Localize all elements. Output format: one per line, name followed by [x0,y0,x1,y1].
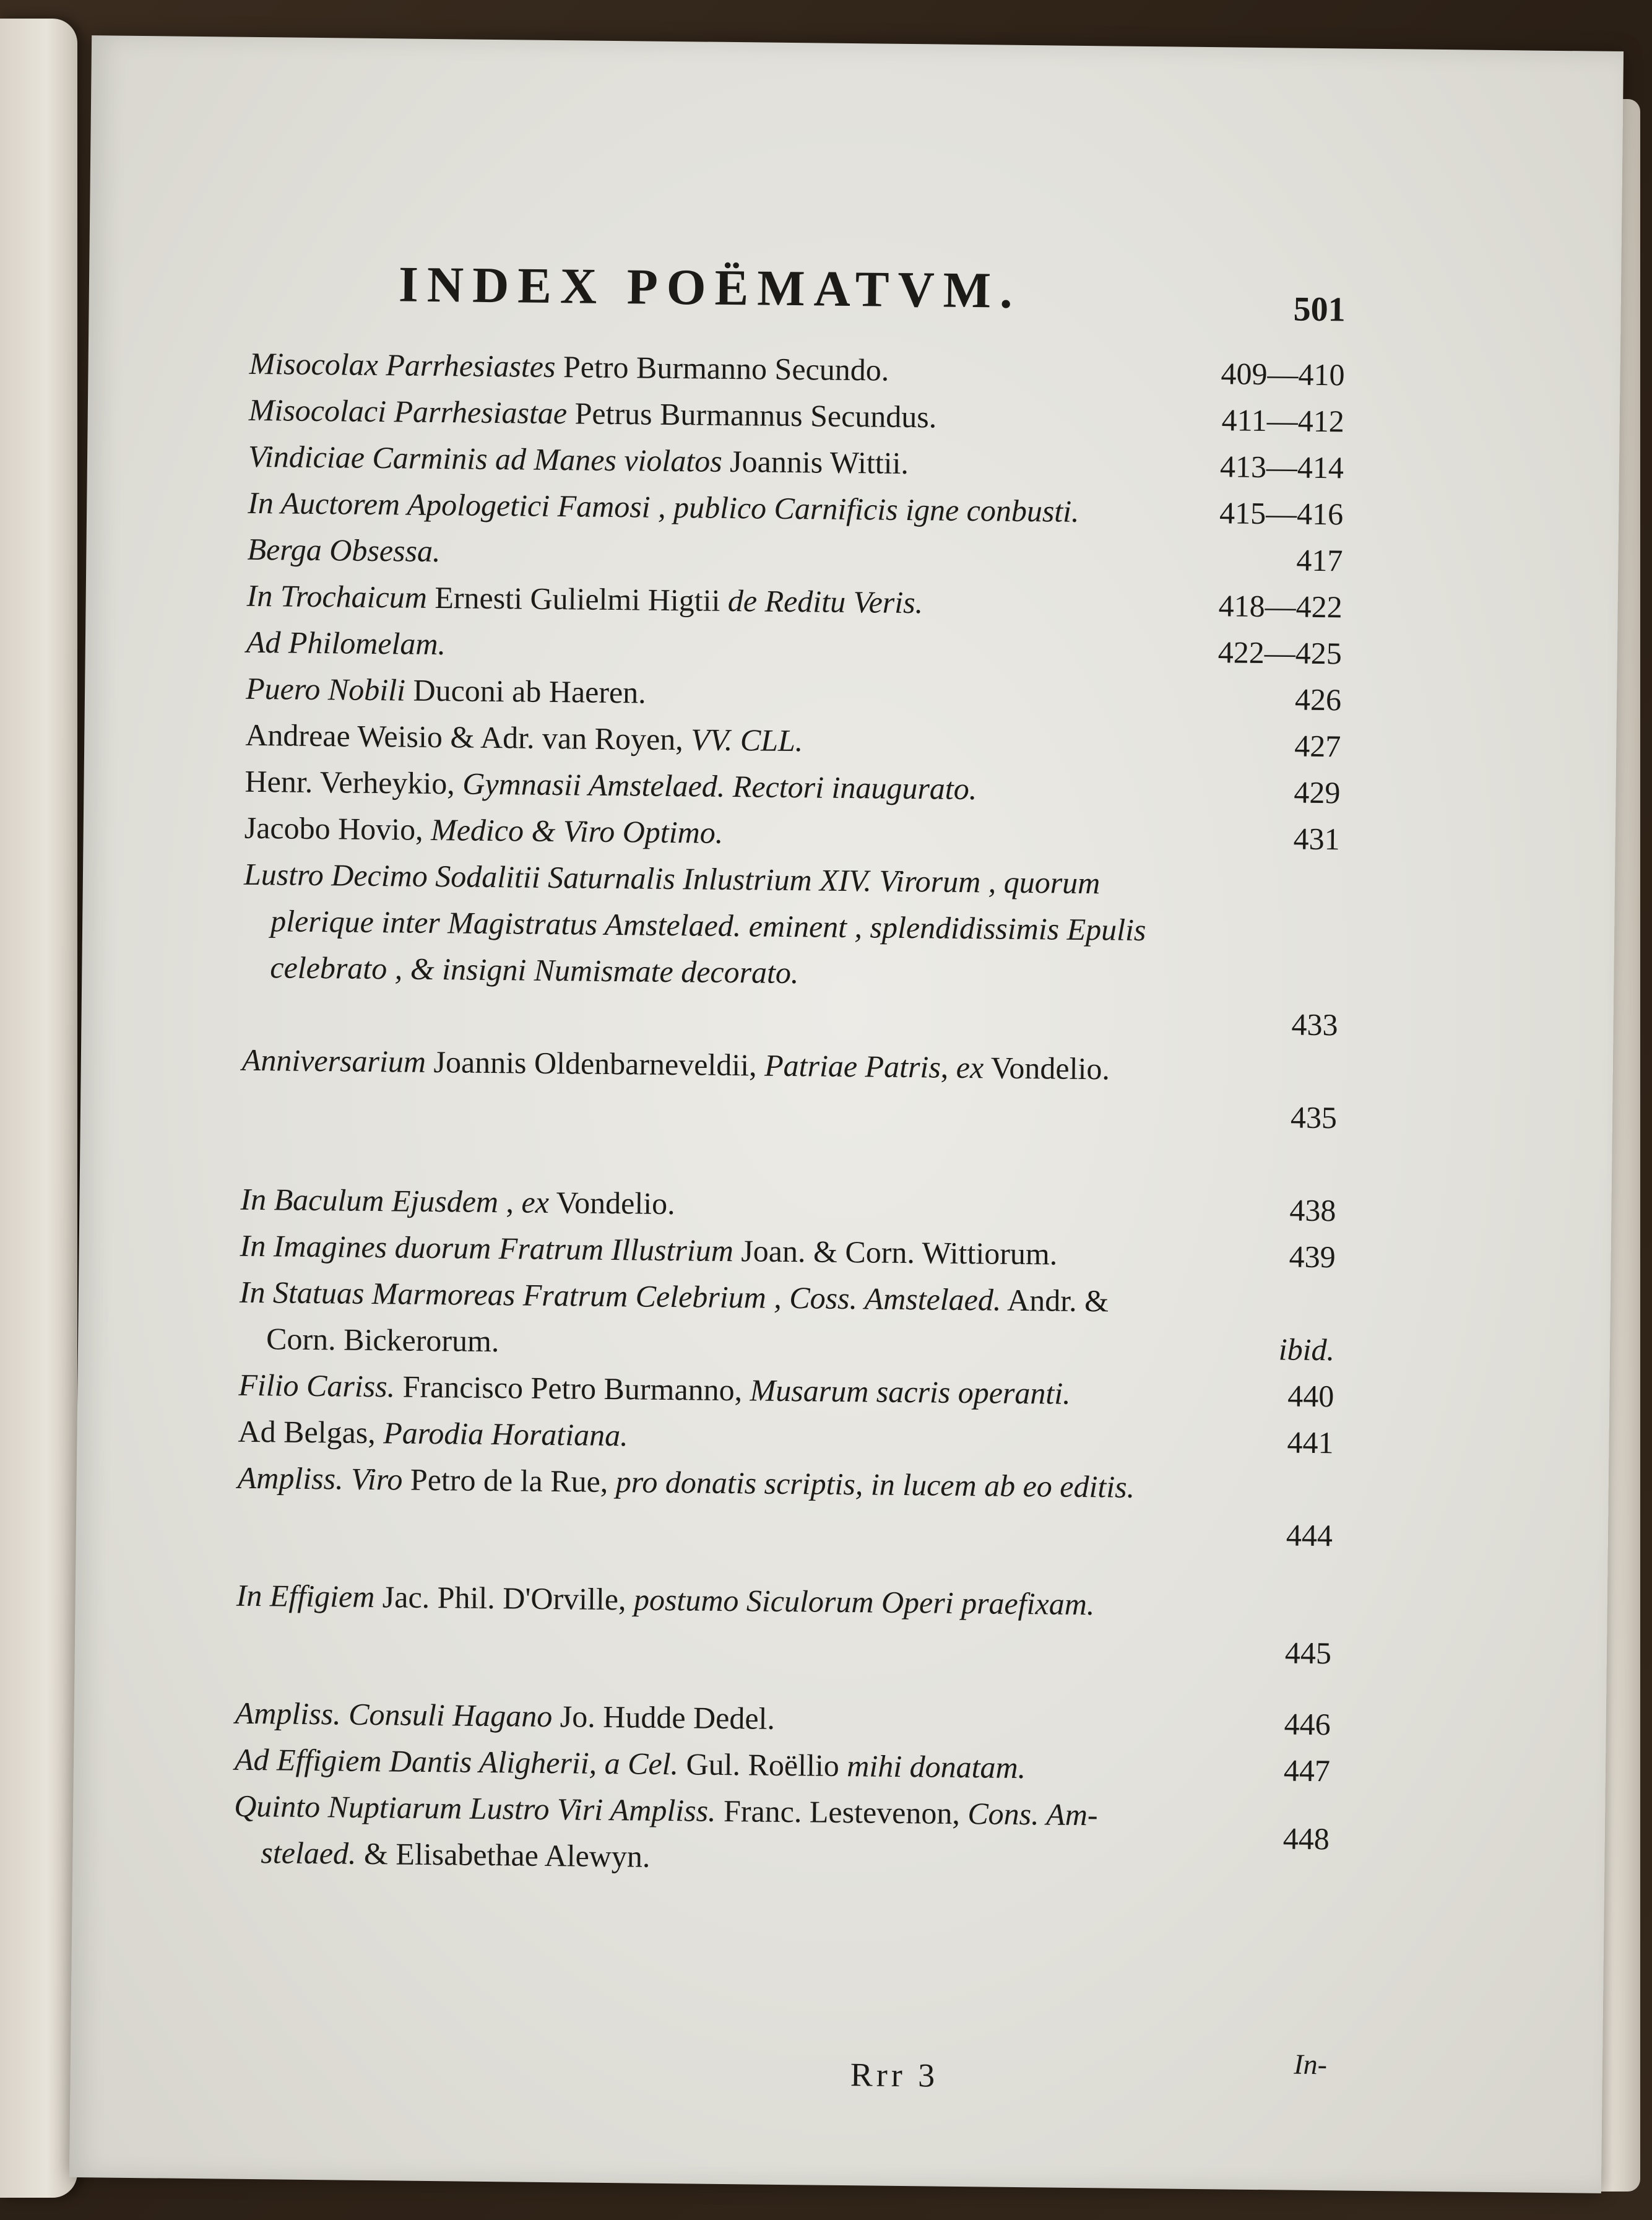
entry-roman: Petro Burmanno Secundo. [555,349,889,388]
signature-mark: Rrr 3 [850,2056,939,2094]
page-ref: 446 [1284,1706,1331,1742]
entry-roman: Vondelio. [983,1050,1110,1086]
page-ref: 426 [1294,682,1342,718]
index-content [233,254,1346,2094]
entry-roman: Franc. Lestevenon, [716,1793,968,1831]
entry-roman: Duconi ab Haeren. [405,672,647,710]
page-ref: 429 [1294,774,1341,810]
entry-italic: de Reditu Veris. [727,583,923,620]
entry-roman: , [498,1184,522,1220]
page-ref: 438 [1289,1192,1336,1228]
entry-roman: & Elisabethae Alewyn. [356,1836,651,1874]
entry-roman: Petro de la Rue, [402,1462,616,1499]
entry-roman: Jacobo Hovio, [244,810,431,847]
index-entry-lustro [243,851,1339,1043]
index-entries-4 [235,1690,1331,1795]
entry-roman: Gul. Roëllio [678,1746,847,1784]
entry-italic: stelaed. [261,1835,357,1871]
entry-roman: Francisco Petro Burmanno, [394,1369,750,1408]
page-ref: 447 [1283,1753,1331,1789]
entry-italic: Berga Obsessa. [247,531,441,569]
entry-italic: In Effigiem [236,1577,375,1615]
index-entry-quinto [233,1783,1330,1888]
lustro-line-2: plerique inter Magistratus Amstelaed. eminent , splendidissimis Epulis [270,903,1146,948]
entry-roman: Joan. & Corn. Wittiorum. [733,1233,1058,1272]
entry-italic: In Imagines duorum Fratrum Illustrium [240,1228,734,1268]
entry-roman: Andreae Weisio & Adr. van Royen, [245,717,691,757]
page-ref: 418—422 [1218,588,1343,625]
entry-continuation: Corn. Bickerorum. [266,1321,499,1359]
entry-italic: ex [956,1049,984,1085]
entry-roman: Joannis Oldenbarneveldii, [425,1044,765,1083]
entry-italic: In Baculum Ejusdem [240,1181,499,1220]
entry-italic: Puero Nobili [245,670,406,708]
page-number: 501 [1293,290,1346,329]
page-ref: 440 [1287,1378,1334,1414]
entry-italic: Misocolax Parrhesiastes [249,345,556,384]
page-ref: 427 [1294,728,1341,764]
entry-italic: Cons. Am- [967,1796,1098,1832]
page-ref: 413—414 [1219,449,1344,485]
page-ref: 431 [1293,821,1340,857]
entry-italic: Parodia Horatiana. [383,1415,628,1453]
page-ref: 444 [1286,1517,1333,1553]
page-ref: 415—416 [1219,495,1344,532]
page-ref: 448 [1282,1821,1330,1857]
page-ref: 411—412 [1221,402,1345,439]
entry-italic: Musarum sacris operanti. [750,1372,1071,1411]
entry-italic: Medico & Viro Optimo. [430,812,724,850]
page-ref: 445 [1284,1635,1332,1671]
lustro-line-3: celebrato , & insigni Numismate decorato. [270,950,799,991]
entry-roman: Joannis Wittii. [722,443,909,480]
entry-italic: Patriae Patris [764,1047,941,1085]
page-ref: 439 [1289,1239,1336,1275]
entry-roman: Andr. & [1001,1282,1109,1319]
entry-roman: Jac. Phil. D'Orville, [374,1579,634,1617]
entry-italic: Quinto Nuptiarum Lustro Viri Ampliss. [233,1788,716,1828]
index-entries-3 [238,1362,1334,1467]
entry-italic: mihi donatam. [847,1748,1026,1785]
entry-italic: ex [521,1184,550,1220]
entry-italic: Gymnasii Amstelaed. Rectori inaugurato. [462,766,977,807]
entry-italic: VV. CLL. [690,722,803,758]
entry-roman: Jo. Hudde Dedel. [552,1699,776,1736]
entry-italic: In Statuas Marmoreas Fratrum Celebrium , Coss. Amstelaed. [239,1274,1001,1317]
entry-italic: Vindiciae Carminis ad Manes violatos [248,438,723,479]
entry-italic: Ad Philomelam. [246,624,446,662]
entry-italic: postumo Siculorum Operi praefixam. [633,1582,1095,1622]
entry-roman: Henr. Verheykio, [244,763,463,801]
entry-roman: Ernesti Gulielmi Higtii [426,579,729,618]
entry-italic: Anniversarium [241,1042,426,1079]
lustro-line-1: Lustro Decimo Sodalitii Saturnalis Inlustrium XIV. Virorum , quorum [243,856,1101,901]
facing-page-edge [0,19,77,2198]
entry-italic: In Auctorem Apologetici Famosi , publico Carnificis igne conbusti. [248,485,1079,529]
running-title: INDEX POËMATVM. [398,256,1022,319]
entry-italic: pro donatis scriptis, in lucem ab eo editis. [615,1464,1135,1504]
page-ref: 417 [1296,542,1343,578]
index-entries-1 [244,340,1345,862]
entry-roman: , [940,1049,957,1085]
page-header [249,254,1346,352]
page-ref: ibid. [1278,1332,1335,1368]
index-entry-statuas [239,1269,1335,1374]
catchword: In- [1294,2048,1328,2081]
page-ref: 422—425 [1217,635,1343,671]
entry-italic: Ampliss. Viro [237,1460,403,1497]
page-ref: 409—410 [1221,356,1345,392]
book-page [69,35,1624,2193]
entry-italic: Ampliss. Consuli Hagano [235,1695,553,1734]
entry-roman: Petrus Burmannus Secundus. [566,396,937,435]
entry-italic: Ad Effigiem Dantis Aligherii, a Cel. [234,1741,679,1782]
entry-italic: In Trochaicum [246,578,428,615]
page-ref: 435 [1290,1099,1338,1135]
index-entries-2 [240,1176,1336,1281]
entry-roman: Vondelio. [548,1184,675,1221]
entry-roman: Ad Belgas, [238,1413,384,1450]
entry-italic: Filio Cariss. [238,1367,396,1404]
page-ref: 441 [1287,1424,1334,1460]
entry-italic: Misocolaci Parrhesiastae [248,392,568,431]
page-ref: 433 [1291,1007,1338,1043]
